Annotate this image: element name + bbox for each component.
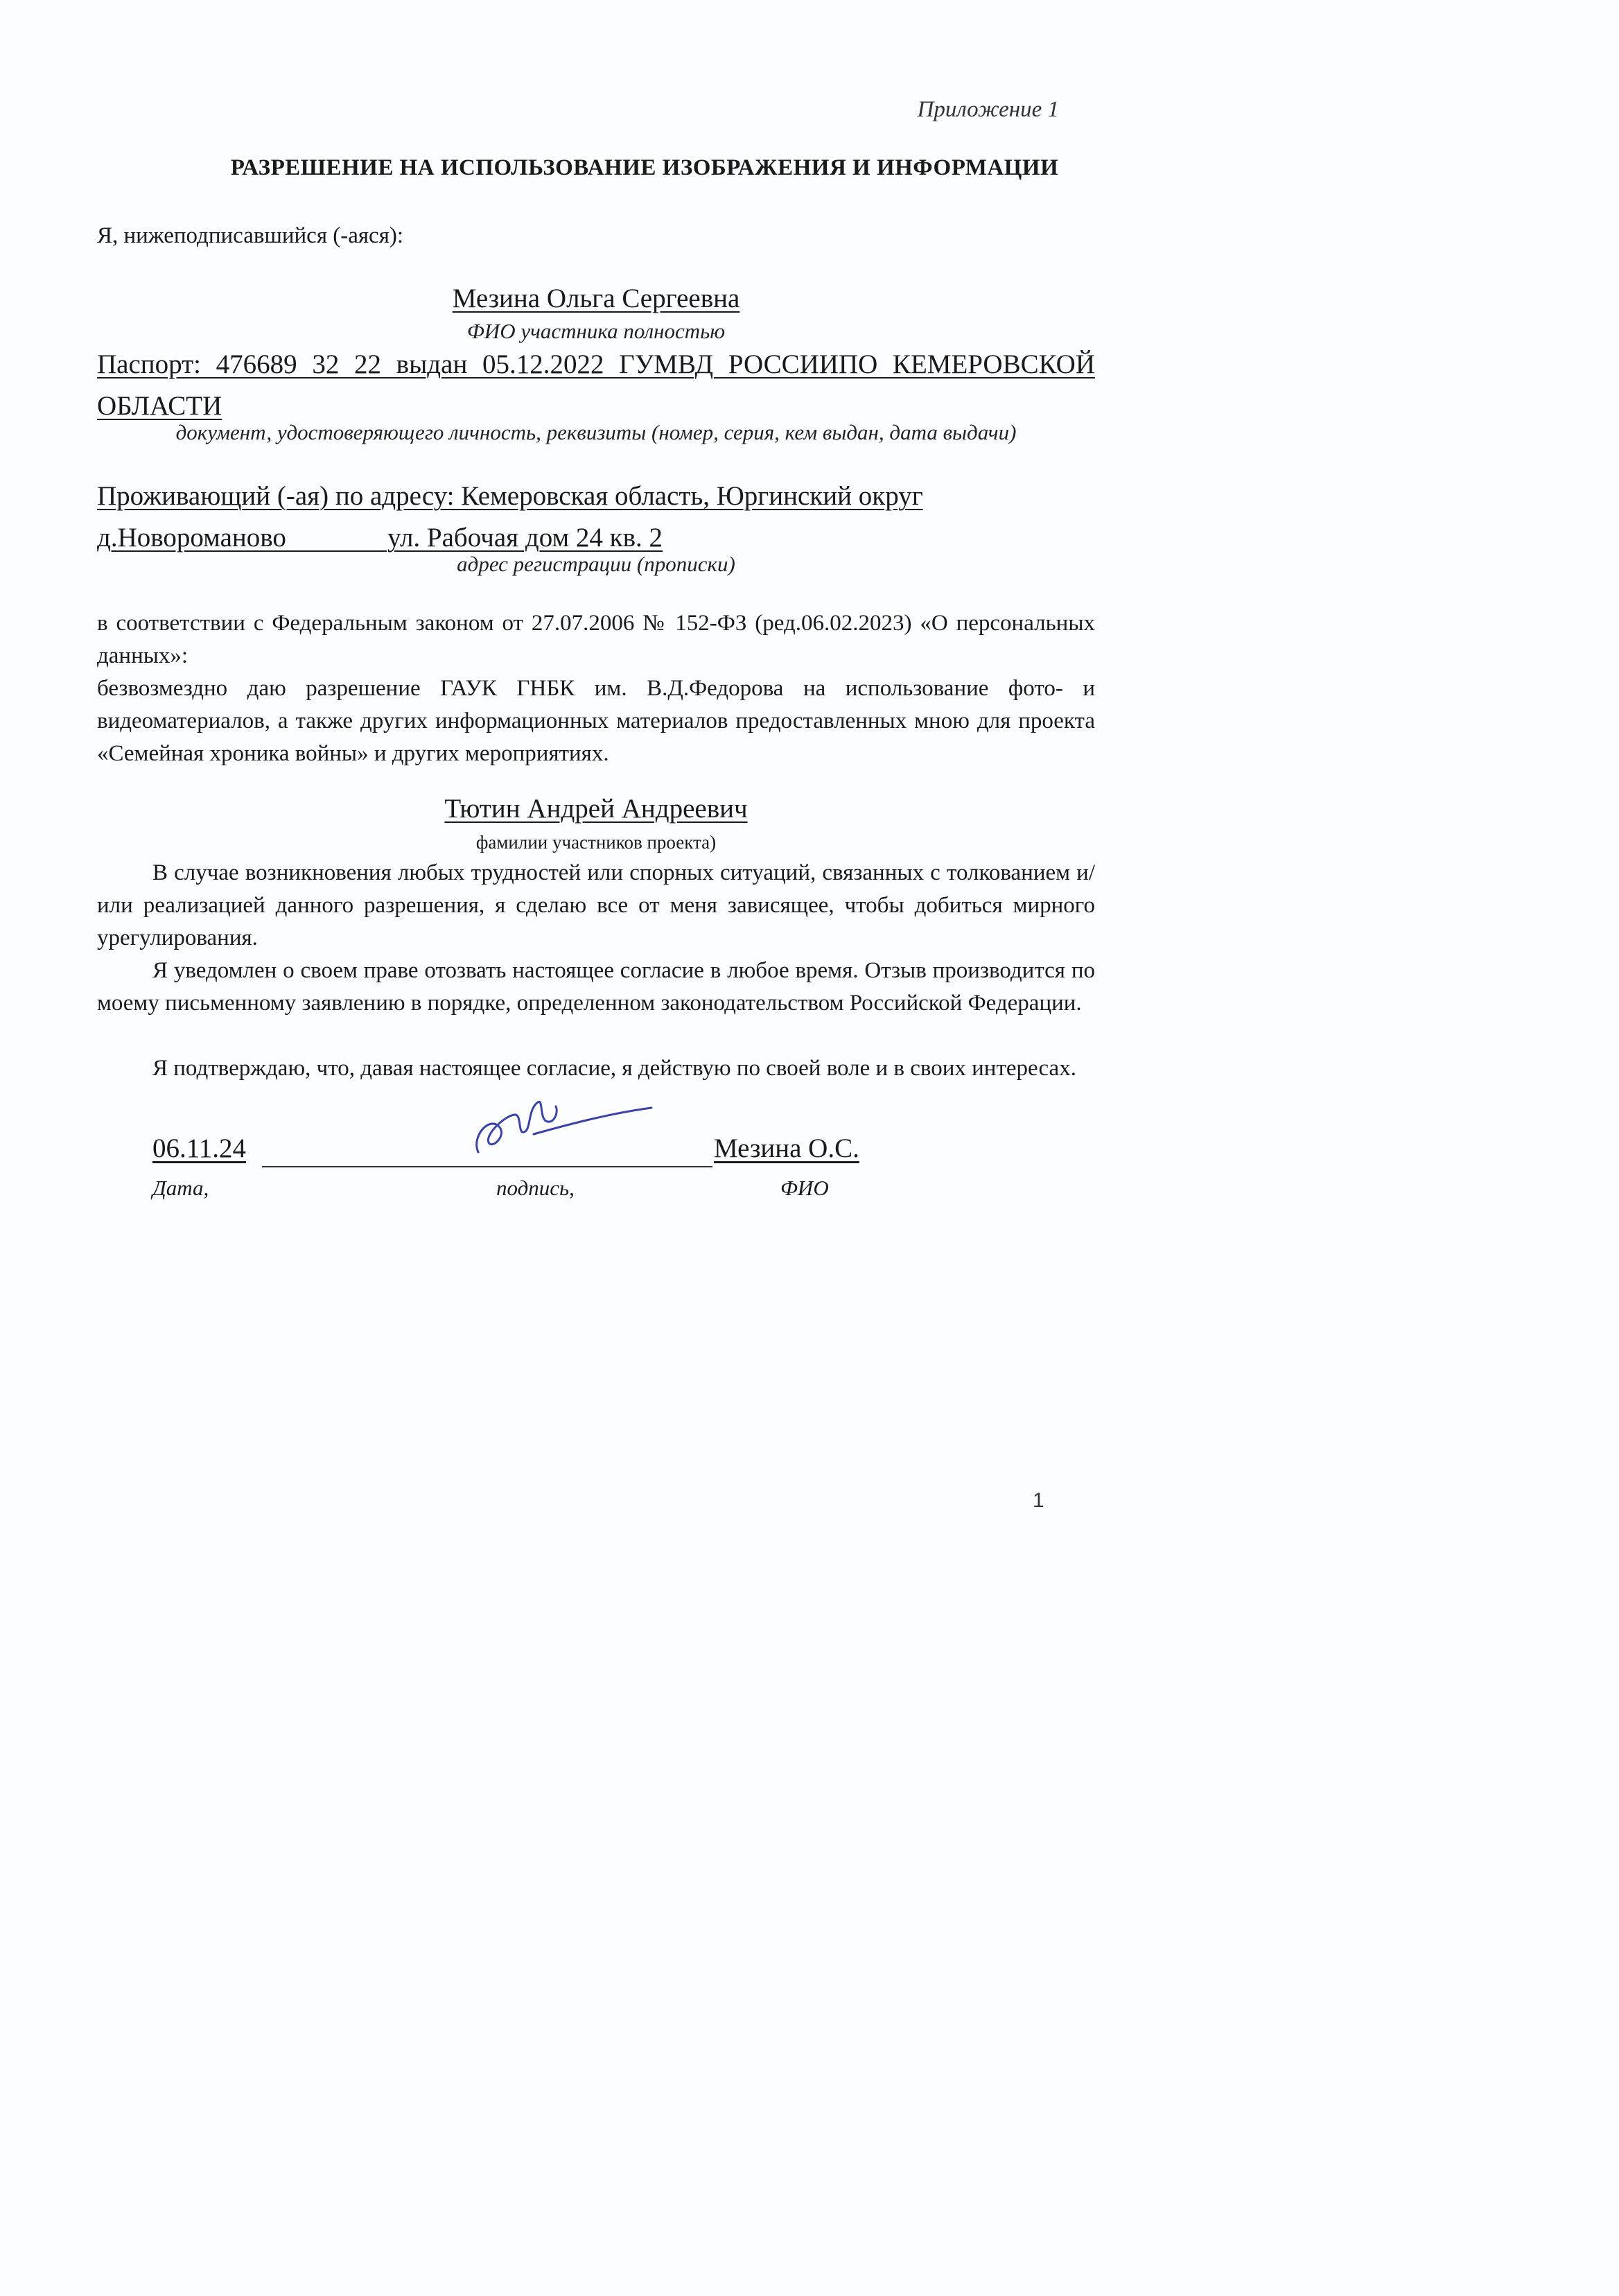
address-field	[97, 478, 1095, 562]
date-label: Дата,	[152, 1176, 209, 1200]
document-title: РАЗРЕШЕНИЕ НА ИСПОЛЬЗОВАНИЕ ИЗОБРАЖЕНИЯ И ИНФОРМАЦИИ	[230, 155, 1059, 180]
passport-field	[97, 347, 1095, 430]
handwritten-signature	[450, 1088, 658, 1165]
signature-line	[262, 1166, 712, 1167]
project-participants-field	[97, 793, 1095, 824]
address-line-1: Проживающий (-ая) по адресу: Кемеровская область, Юргинский округ	[97, 481, 923, 511]
project-participants: Тютин Андрей Андреевич	[444, 794, 748, 824]
participant-name-caption: ФИО участника полностью	[466, 319, 726, 343]
participant-name-field	[97, 283, 1095, 314]
difficulties-paragraph: В случае возникновения любых трудностей или спорных ситуаций, связанных с толкованием и/или реализацией данного разрешения, я сделаю все от меня зависящее, чтобы добиться мирного урегулирования.	[97, 860, 1095, 950]
passport-details: Паспорт: 476689 32 22 выдан 05.12.2022 ГУМВД РОССИИПО КЕМЕРОВСКОЙ ОБЛАСТИ	[97, 349, 1095, 421]
signature-name: Мезина О.С.	[714, 1133, 859, 1163]
signature-label: подпись,	[496, 1176, 575, 1200]
signature-date: 06.11.24	[152, 1133, 247, 1163]
confirm-paragraph: Я подтверждаю, что, давая настоящее согласие, я действую по своей воле и в своих интересах.	[152, 1056, 1076, 1081]
fio-label: ФИО	[780, 1176, 829, 1200]
address-line-2: д.Новороманово ул. Рабочая дом 24 кв. 2	[97, 523, 663, 553]
participant-full-name: Мезина Ольга Сергеевна	[452, 284, 740, 313]
revoke-paragraph: Я уведомлен о своем праве отозвать настоящее согласие в любое время. Отзыв производится по моему письменному заявлению в порядке, определенном законодательством Российской Федерации.	[97, 958, 1095, 1016]
appendix-label: Приложение 1	[917, 97, 1059, 122]
page-number: 1	[1033, 1489, 1044, 1512]
intro-text: Я, нижеподписавшийся (-аяся):	[97, 223, 404, 248]
address-caption: адрес регистрации (прописки)	[457, 552, 735, 576]
permission-paragraph: безвозмездно даю разрешение ГАУК ГНБК им. В.Д.Федорова на использование фото- и видеоматериалов, а также других информационных материалов предоставленных мною для проекта «Семейная хроника войны» и других мероприятиях.	[97, 676, 1095, 766]
participants-caption: фамилии участников проекта)	[475, 832, 717, 853]
passport-caption: документ, удостоверяющего личность, реквизиты (номер, серия, кем выдан, дата выдачи)	[175, 420, 1017, 444]
law-paragraph: в соответствии с Федеральным законом от 27.07.2006 № 152-ФЗ (ред.06.02.2023) «О персональных данных»:	[97, 611, 1095, 668]
